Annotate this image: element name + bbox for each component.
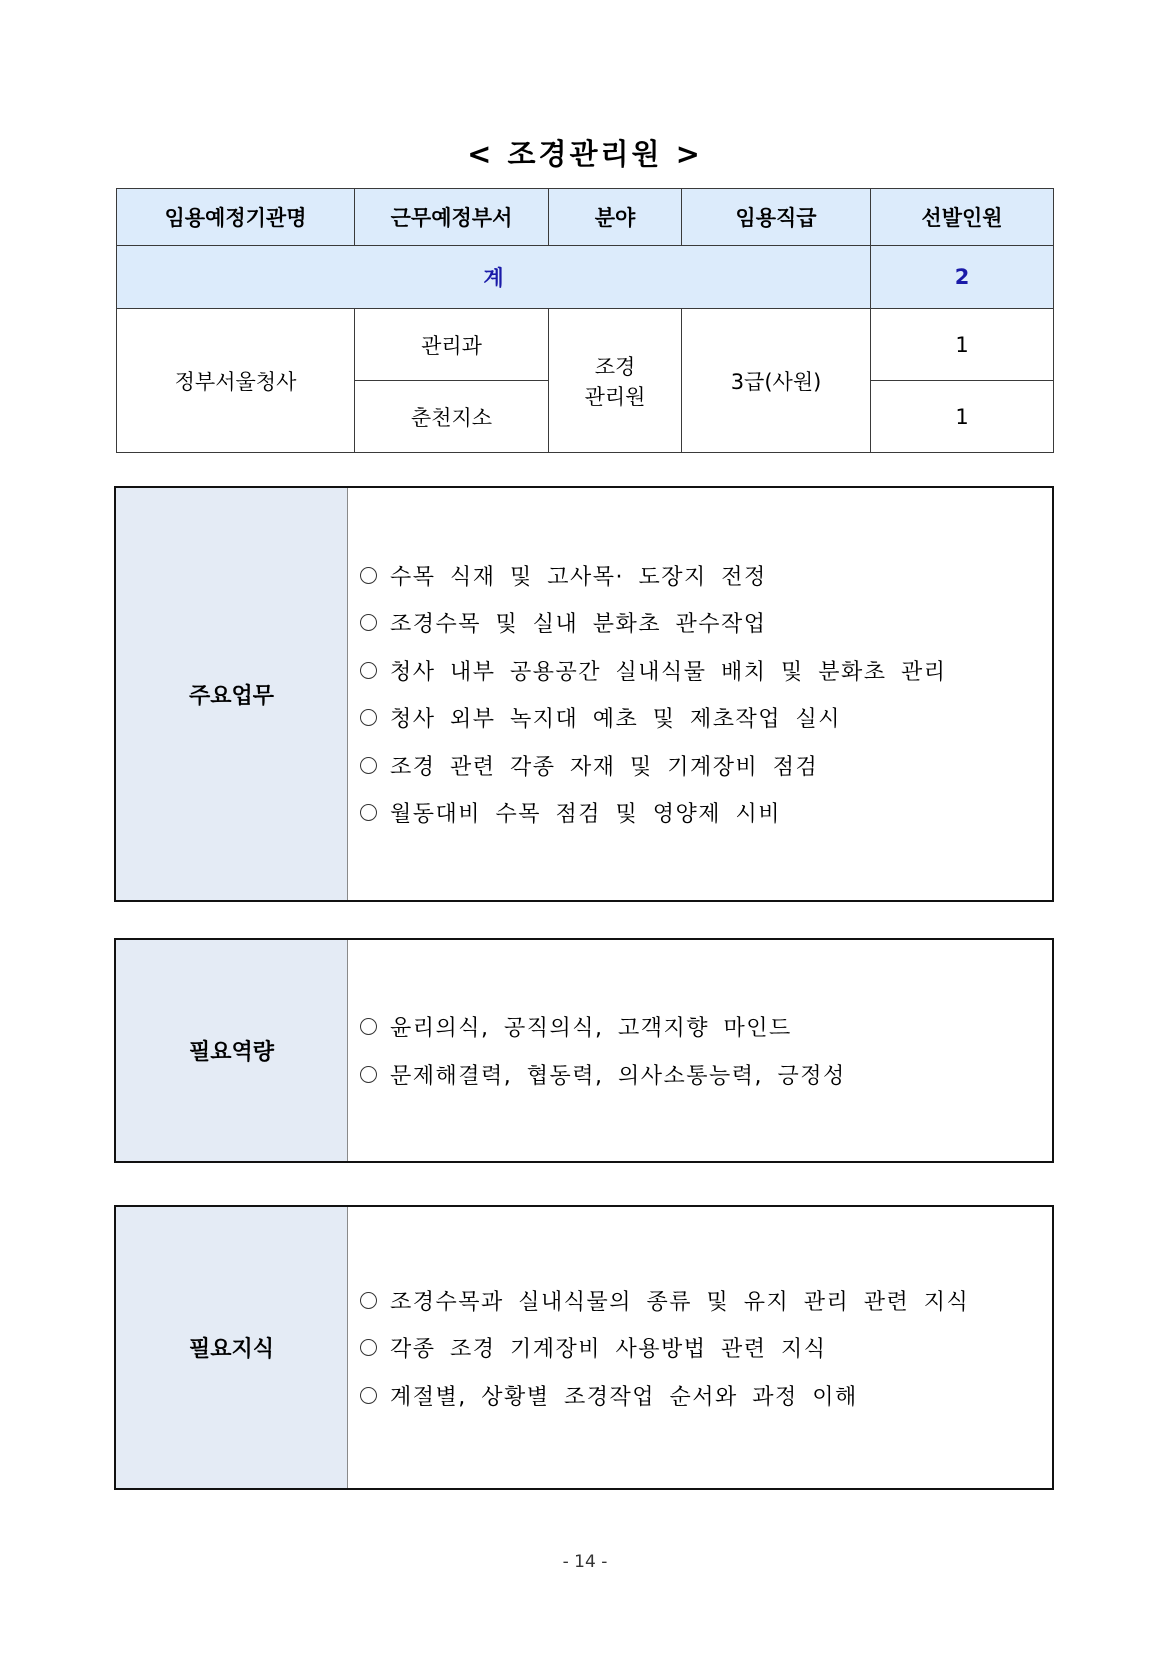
circle-bullet-icon (360, 804, 377, 821)
header-grade: 임용직급 (682, 189, 871, 246)
item-text: 조경수목과 실내식물의 종류 및 유지 관리 관련 지식 (390, 1289, 970, 1315)
list-item (360, 1276, 1052, 1324)
field-cell (549, 309, 682, 453)
list-item (360, 1371, 1052, 1419)
field-line-1: 조경 (594, 354, 636, 379)
item-text: 윤리의식, 공직의식, 고객지향 마인드 (390, 1016, 792, 1042)
circle-bullet-icon (360, 1339, 377, 1356)
page-number: - 14 - (562, 1552, 608, 1572)
circle-bullet-icon (360, 709, 377, 726)
item-text: 각종 조경 기계장비 사용방법 관련 지식 (390, 1337, 827, 1362)
circle-bullet-icon (360, 757, 377, 774)
header-headcount: 선발인원 (871, 189, 1054, 246)
list-item (360, 789, 1052, 837)
section-main-duties (114, 486, 1054, 902)
header-agency: 임용예정기관명 (117, 189, 355, 246)
circle-bullet-icon (360, 1066, 377, 1083)
section-content (348, 488, 1052, 900)
headcount-cell: 1 (871, 309, 1054, 381)
section-required-knowledge (114, 1205, 1054, 1490)
item-text: 수목 식재 및 고사목· 도장지 전정 (390, 564, 767, 590)
page-title: < 조경관리원 > (467, 137, 703, 171)
item-text: 문제해결력, 협동력, 의사소통능력, 긍정성 (390, 1063, 846, 1089)
section-label: 필요역량 (116, 940, 348, 1161)
list-item (360, 552, 1052, 600)
circle-bullet-icon (360, 662, 377, 679)
circle-bullet-icon (360, 614, 377, 631)
agency-cell: 정부서울청사 (117, 309, 355, 453)
item-text: 월동대비 수목 점검 및 영양제 시비 (390, 802, 781, 828)
list-item (360, 1324, 1052, 1372)
list-item (360, 1003, 1052, 1051)
section-label: 주요업무 (116, 488, 348, 900)
list-item (360, 1051, 1052, 1099)
section-label: 필요지식 (116, 1207, 348, 1488)
department-cell: 관리과 (355, 309, 549, 381)
section-content (348, 940, 1052, 1161)
circle-bullet-icon (360, 1018, 377, 1035)
item-text: 조경수목 및 실내 분화초 관수작업 (390, 612, 767, 638)
list-item (360, 647, 1052, 695)
section-required-competencies (114, 938, 1054, 1163)
list-item (360, 694, 1052, 742)
circle-bullet-icon (360, 567, 377, 584)
grade-cell: 3급(사원) (682, 309, 871, 453)
header-department: 근무예정부서 (355, 189, 549, 246)
recruitment-summary-table (116, 188, 1054, 453)
field-line-2: 관리원 (584, 384, 646, 409)
section-content (348, 1207, 1052, 1488)
total-row (117, 246, 1054, 309)
header-field: 분야 (549, 189, 682, 246)
circle-bullet-icon (360, 1387, 377, 1404)
total-count: 2 (871, 246, 1054, 309)
item-text: 계절별, 상황별 조경작업 순서와 과정 이해 (390, 1384, 858, 1410)
table-header-row (117, 189, 1054, 246)
table-row (117, 309, 1054, 381)
item-text: 조경 관련 각종 자재 및 기계장비 점검 (390, 754, 819, 780)
circle-bullet-icon (360, 1292, 377, 1309)
list-item (360, 599, 1052, 647)
headcount-cell: 1 (871, 381, 1054, 453)
list-item (360, 742, 1052, 790)
total-label: 계 (117, 246, 871, 309)
department-cell: 춘천지소 (355, 381, 549, 453)
item-text: 청사 외부 녹지대 예초 및 제초작업 실시 (390, 707, 841, 733)
item-text: 청사 내부 공용공간 실내식물 배치 및 분화초 관리 (390, 659, 947, 685)
